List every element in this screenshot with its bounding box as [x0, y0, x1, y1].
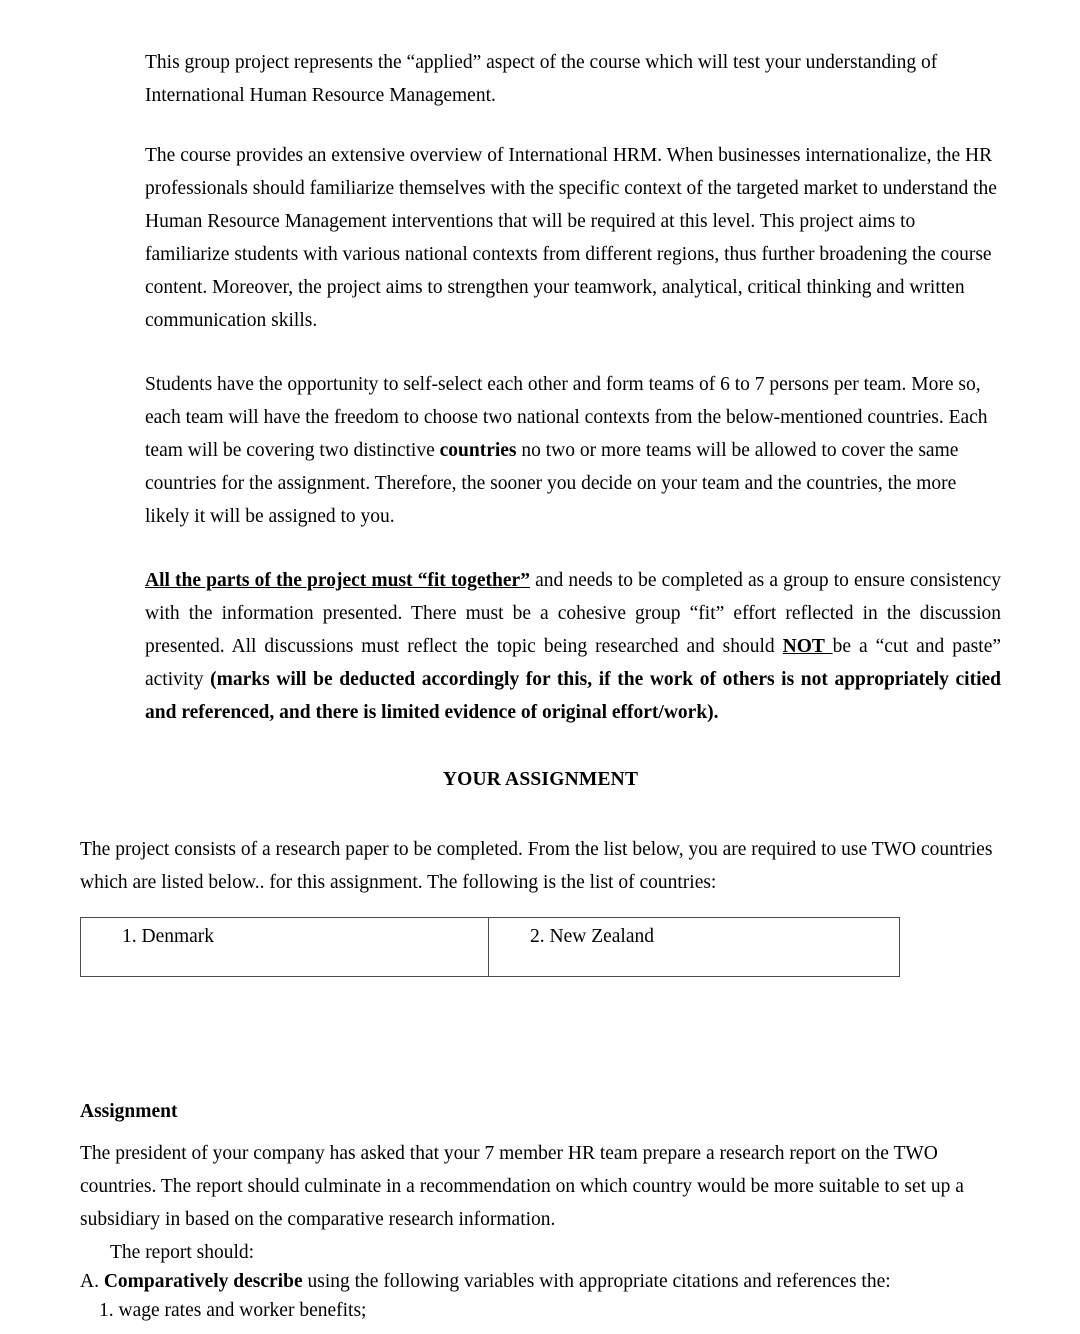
list-item-a-rest: using the following variables with appropriate citations and references the: — [302, 1271, 891, 1292]
paragraph-intro-line1: This group project represents the “applied” aspect of the course which will test your understanding of — [145, 52, 938, 73]
paragraph-team-part1: Students have the opportunity to self-select each other and form teams of 6 to 7 persons per team. More so, each team will have the freedom to choose two national contexts from the below-mentioned countries. Each team will be covering two distinctive — [145, 374, 988, 461]
your-assignment-heading: YOUR ASSIGNMENT — [442, 769, 639, 790]
paragraph-intro-line2: International Human Resource Management. — [145, 85, 496, 106]
list-item-a-bold: Comparatively describe — [103, 1271, 303, 1292]
country-label-1: 1. Denmark — [122, 926, 215, 947]
list-item-a1: 1. wage rates and worker benefits; — [99, 1300, 367, 1321]
country-label-2: 2. New Zealand — [530, 926, 654, 947]
paragraph-course-overview: The course provides an extensive overview of International HRM. When businesses internationalize, the HR professionals should familiarize themselves with the specific context of the targeted market to understand the Human Resource Management interventions that will be required at this level. This project aims to familiarize students with various national contexts from different regions, thus further broadening the course content. Moreover, the project aims to strengthen your teamwork, analytical, critical thinking and written communication skills. — [145, 145, 997, 331]
paragraph-team-formation — [145, 368, 1001, 533]
countries-table — [80, 917, 900, 977]
list-item-a — [80, 1267, 1001, 1297]
paragraph-countries-intro: The project consists of a research paper to be completed. From the list below, you are required to use TWO countries which are listed below.. for this assignment. The following is the list of countries: — [80, 839, 993, 893]
table-cell-country-2 — [489, 918, 900, 977]
paragraph-assignment-body: The president of your company has asked that your 7 member HR team prepare a research report on the TWO countries. The report should culminate in a recommendation on which country would be more suitable to set up a subsidiary in based on the comparative research information. — [80, 1143, 964, 1230]
paragraph-fit-part2: be a “cut and paste” activity — [145, 636, 1002, 690]
paragraph-intro — [145, 46, 1001, 112]
paragraph-team-part2: no two or more teams will be allowed to cover the same countries for the assignment. Therefore, the sooner you decide on your team and the countries, the more likely it will be assigned to you. — [145, 440, 959, 527]
list-item-a-prefix: A. — [80, 1271, 104, 1292]
emphasis-not: NOT — [782, 636, 833, 657]
paragraph-fit-bold-warning: (marks will be deducted accordingly for this, if the work of others is not appropriately citied and referenced, and there is limited evidence of original effort/work). — [145, 669, 1002, 723]
report-should-label: The report should: — [110, 1242, 255, 1263]
paragraph-fit-together — [145, 564, 1001, 729]
paragraph-fit-part1: and needs to be completed as a group to ensure consistency with the information presented. There must be a cohesive group “fit” effort reflected in the discussion presented. All discussions must reflect the topic being researched and should — [145, 570, 1001, 657]
table-row — [81, 918, 900, 977]
paragraph-team-bold-countries: countries — [439, 440, 517, 461]
table-cell-country-1 — [81, 918, 489, 977]
emphasis-fit-together: All the parts of the project must “fit together” — [145, 570, 530, 591]
assignment-section-heading: Assignment — [80, 1101, 178, 1122]
